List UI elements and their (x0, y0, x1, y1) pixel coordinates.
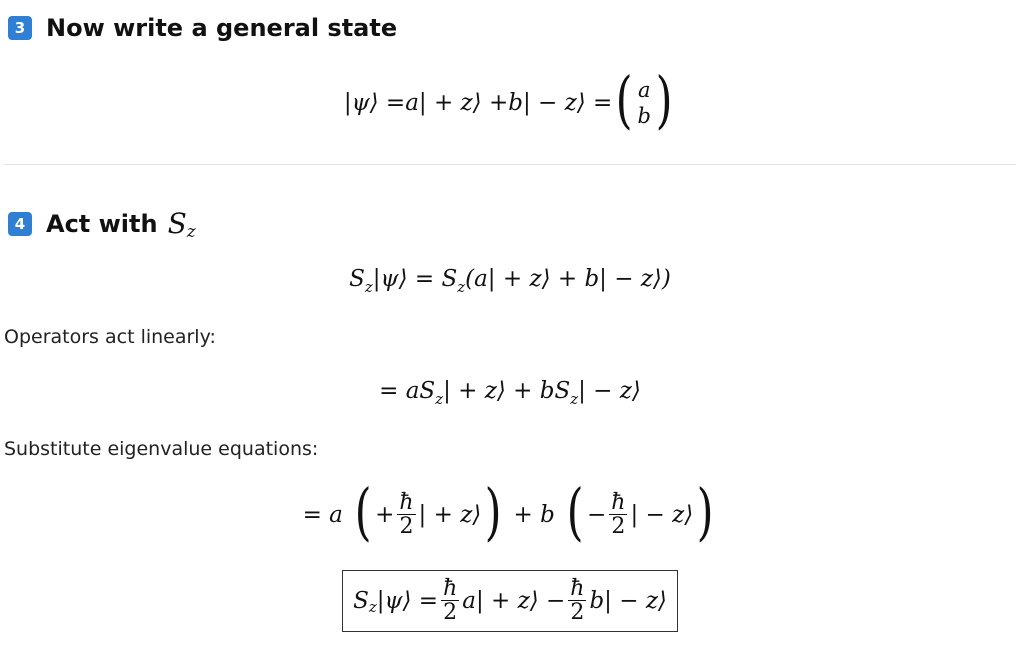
section-4-heading (8, 207, 196, 240)
section-4-title: Act with (46, 209, 158, 238)
eq4-mid: + b (513, 502, 555, 528)
eq2-z2: z (457, 278, 466, 296)
eq4-left-paren-2: ( (566, 475, 584, 548)
eq4-minus: − (587, 502, 607, 528)
eq4-start: = a (302, 502, 343, 528)
eq3-z1: z (435, 390, 444, 408)
eq5-a-term: a| + z⟩ − (462, 588, 566, 615)
column-vector (638, 77, 651, 130)
eq4-hbar: ħ (399, 489, 414, 515)
eq1-ket-minus: | − z⟩ = (522, 90, 613, 116)
eq2-S: S (349, 266, 365, 292)
eq3-mid: | + z⟩ + bS (443, 378, 571, 404)
section-3-heading (8, 14, 397, 42)
eq4-right-paren-2: ) (696, 475, 714, 548)
eq4-two2: 2 (611, 513, 626, 539)
substitute-eigenvalue-text: Substitute eigenvalue equations: (4, 438, 319, 460)
vector-bottom: b (637, 104, 651, 128)
eq4-hbar2: ħ (611, 489, 626, 515)
eq2-S2: S (441, 266, 458, 292)
eq4-plus: + (375, 502, 395, 528)
eq3-z2: z (570, 390, 579, 408)
keycap-4-icon: 4 (8, 212, 32, 236)
eq4-ket-plus: | + z⟩ (418, 502, 482, 528)
section-3-title: Now write a general state (46, 14, 398, 42)
hbar-over-2-fraction (397, 491, 415, 539)
eq1-a: a (405, 90, 419, 116)
vector-top: a (637, 77, 651, 102)
eq5-hbar: ħ (443, 576, 458, 601)
section-divider (4, 164, 1016, 165)
eq1-ket-plus: | + z⟩ + (418, 90, 509, 116)
general-state-equation (0, 63, 1020, 136)
linearity-equation (0, 378, 1020, 408)
section-4-operator-sub: z (186, 221, 196, 242)
eq5-b-term: b| − z⟩ (589, 588, 667, 615)
boxed-result-equation (0, 570, 1020, 632)
eq3-start: = aS (379, 378, 436, 404)
operators-linear-text: Operators act linearly: (4, 326, 216, 348)
keycap-3-icon: 3 (8, 16, 32, 40)
eq4-two: 2 (399, 513, 414, 539)
eq1-lhs: |ψ⟩ = (343, 90, 406, 116)
result-box (342, 570, 678, 632)
eq5-two: 2 (443, 600, 458, 626)
hbar-over-2-fraction (609, 491, 627, 539)
hbar-over-2-fraction (441, 577, 459, 625)
eq2-z: z (364, 278, 373, 296)
eq4-right-paren-1: ) (484, 475, 502, 548)
eq3-end: | − z⟩ (578, 378, 641, 404)
eigenvalue-substitution-equation (0, 475, 1020, 548)
eq5-ket-psi: |ψ⟩ = (376, 588, 439, 615)
eq5-S: S (353, 588, 369, 615)
eq1-b: b (508, 90, 523, 116)
eq2-ket-psi: |ψ⟩ = (372, 266, 442, 292)
right-paren: ) (655, 63, 673, 136)
eq4-left-paren-1: ( (354, 475, 372, 548)
eq4-ket-minus: | − z⟩ (630, 502, 694, 528)
left-paren: ( (615, 63, 633, 136)
eq5-z: z (368, 598, 377, 617)
section-4-operator: S (167, 207, 187, 240)
eq2-rest: (a| + z⟩ + b| − z⟩) (465, 266, 671, 292)
eq5-hbar2: ħ (570, 576, 585, 601)
eq5-two2: 2 (570, 600, 585, 626)
act-with-sz-equation (0, 266, 1020, 296)
hbar-over-2-fraction (568, 577, 586, 625)
